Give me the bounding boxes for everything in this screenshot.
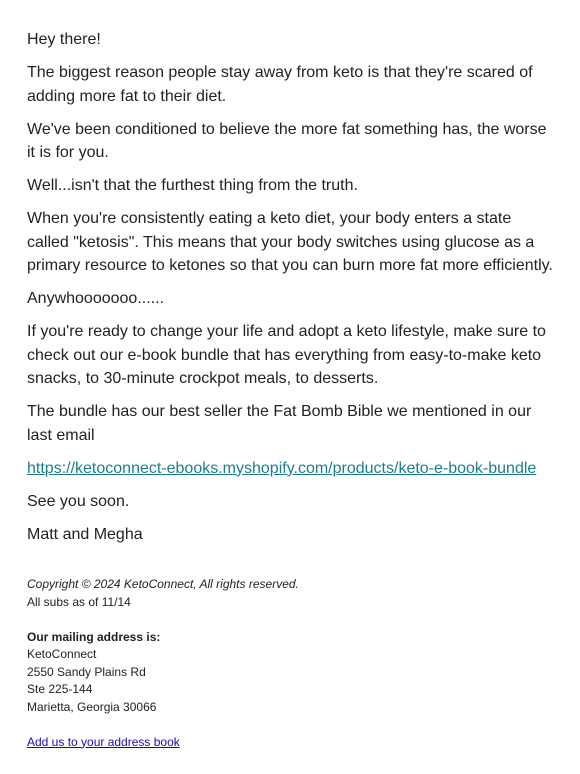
copyright-text: Copyright © 2024 KetoConnect, All rights reserved. — [27, 577, 299, 591]
mailing-address-label: Our mailing address is: — [27, 629, 161, 644]
footer-spacer — [27, 611, 553, 629]
address-city: Marietta, Georgia 30066 — [27, 699, 157, 714]
paragraph-bundle-pitch: If you're ready to change your life and adopt a keto lifestyle, make sure to check out our e-book bundle that has everything from easy-to-make keto snacks, to 30-minute crockpot meals, to desserts. — [27, 323, 546, 387]
paragraph-conditioned: We've been conditioned to believe the more fat something has, the worse it is for you. — [27, 120, 547, 161]
paragraph-bestseller: The bundle has our best seller the Fat Bomb Bible we mentioned in our last email — [27, 403, 532, 444]
signoff: See you soon. — [27, 492, 130, 510]
bundle-link[interactable]: https://ketoconnect-ebooks.myshopify.com/products/keto-e-book-bundle — [27, 459, 537, 477]
signature: Matt and Megha — [27, 525, 143, 543]
footer-spacer — [27, 716, 553, 734]
add-to-address-book-link[interactable]: Add us to your address book — [27, 734, 180, 749]
bundle-link-row — [27, 457, 553, 481]
paragraph-ketosis: When you're consistently eating a keto diet, your body enters a state called "ketosis". This means that your body switches using glucose as a primary resource to ketones so that you can burn more fat more efficiently. — [27, 210, 553, 274]
paragraph-anywho: Anywhooooooo...... — [27, 290, 164, 307]
greeting: Hey there! — [27, 31, 101, 48]
address-company: KetoConnect — [27, 647, 97, 661]
paragraph-fat-fear: The biggest reason people stay away from keto is that they're scared of adding more fat to their diet. — [27, 64, 533, 105]
address-book-row — [27, 734, 553, 752]
address-street: 2550 Sandy Plains Rd — [27, 664, 146, 679]
email-footer — [27, 576, 553, 751]
address-suite: Ste 225-144 — [27, 682, 93, 696]
subs-note: All subs as of 11/14 — [27, 594, 131, 609]
paragraph-truth: Well...isn't that the furthest thing from the truth. — [27, 177, 358, 194]
